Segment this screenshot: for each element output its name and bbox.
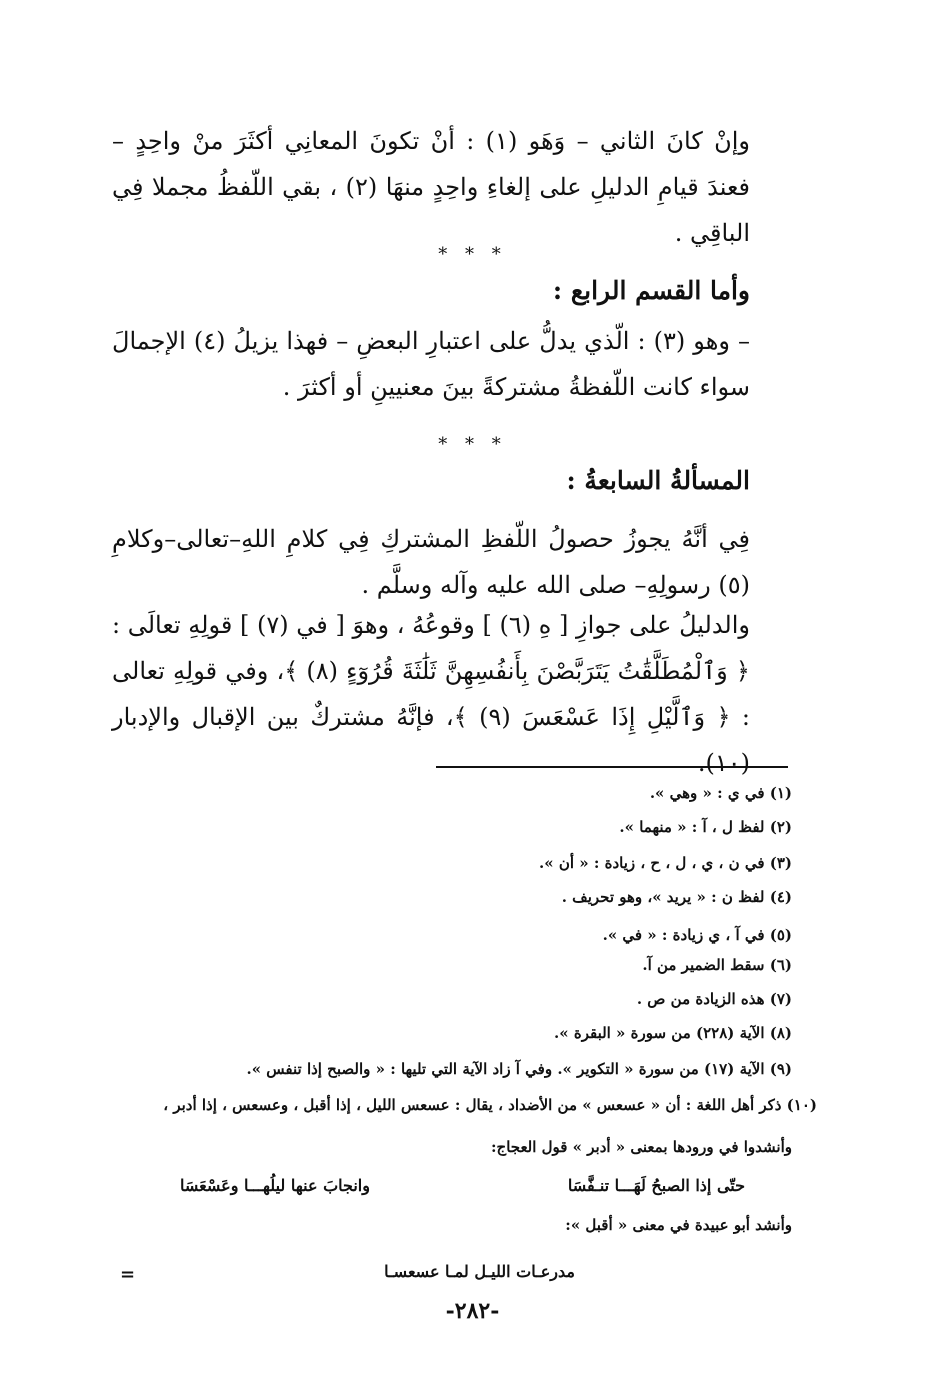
footnote-10: (١٠) ذكر أهل اللغة : أن « عسعس » من الأضداد ، يقال : عسعس الليل ، إذا أقبل ، وعسعس ، إذا أدبر ، [163,1096,817,1114]
section-separator: * * * [438,244,507,265]
poem-intro-abu-ubaida: وأنشد أبو عبيدة في معنى « أقبل »: [565,1216,792,1234]
paragraph-1: وإنْ كانَ الثاني – وَهَو (١) : أنْ تكونَ المعانِي أكثَرَ منْ واحِدٍ – فعندَ قيامِ الدليلِ على إلغاءِ واحِدٍ منهَا (٢) ، بقي اللّفظُ مجملا فِي الباقِي . [112,127,750,247]
footnote-9: (٩) الآية (١٧) من سورة « التكوير ». وفي آ زاد الآية التي تليها : « والصبح إذا تنفس ». [246,1060,792,1078]
footnote-7: (٧) هذه الزيادة من ص . [636,990,792,1008]
poem-verse-1-first-hemistich: حتّى إذا الصبحُ لَهَـــا تنـفَّسَا [567,1176,745,1195]
footnote-5: (٥) في آ ، ي زيادة : « في ». [602,926,792,944]
paragraph-2: – وهو (٣) : الّذي يدلُّ على اعتبارِ البعضِ – فهذا يزيلُ (٤) الإجمالَ سواء كانت اللّفظةُ مشتركةً بينَ معنيينِ أو أكثرَ . [112,327,751,401]
footnote-1: (١) في ي : « وهي ». [649,784,792,802]
footnote-8: (٨) الآية (٢٢٨) من سورة « البقرة ». [554,1024,792,1042]
section-heading-fourth-part: وأما القسم الرابع : [552,276,750,305]
footnote-4: (٤) لفظ ن : « يريد »، وهو تحريف . [561,888,792,906]
footnote-2: (٢) لفظ ل ، آ : « منهما ». [619,818,792,836]
footnote-10-continuation: وأنشدوا في ورودها بمعنى « أدبر » قول العجاج: [490,1138,792,1156]
paragraph-3: فِي أنَّهُ يجوزُ حصولُ اللّفظِ المشتركِ فِي كلامِ اللهِ–تعالى–وكلامِ (٥) رسولِهِ– صلى الله عليه وآله وسلَّم . [112,525,750,599]
paragraph-4: والدليلُ على جوازِ [ هِ (٦) ] وقوعُهُ ، وهوَ [ في (٧) ] قولِهِ تعالَى : ﴿ وَٱلْمُطَلَّقَٰتُ يَتَرَبَّصْنَ بِأَنفُسِهِنَّ ثَلَٰثَةَ قُرُوٓءٍ (٨) ﴾، وفي قولِهِ تعالى : ﴿ وَٱلَّيْلِ إِذَا عَسْعَسَ (٩) ﴾، فإنَّهُ مشتركٌ بين الإقبال والإدبار (١٠). [112,611,751,777]
page-number: -٢٨٢- [445,1298,500,1324]
footnote-6: (٦) سقط الضمير من آ. [642,956,792,974]
section-heading-seventh-issue: المسألةُ السابعةُ : [566,466,750,495]
footnote-3: (٣) في ن ، ي ، ل ، ح ، زيادة : « أن ». [539,854,792,872]
poem-verse-2-first-hemistich: مدرعـات الليـل لمـا عسعسـا [384,1262,575,1281]
poem-verse-1-second-hemistich: وانجابَ عنها ليلُهـــا وعَسْعَسَا [180,1176,370,1195]
continuation-mark: = [120,1264,136,1285]
section-separator: * * * [438,434,507,455]
footnote-divider [436,766,788,768]
